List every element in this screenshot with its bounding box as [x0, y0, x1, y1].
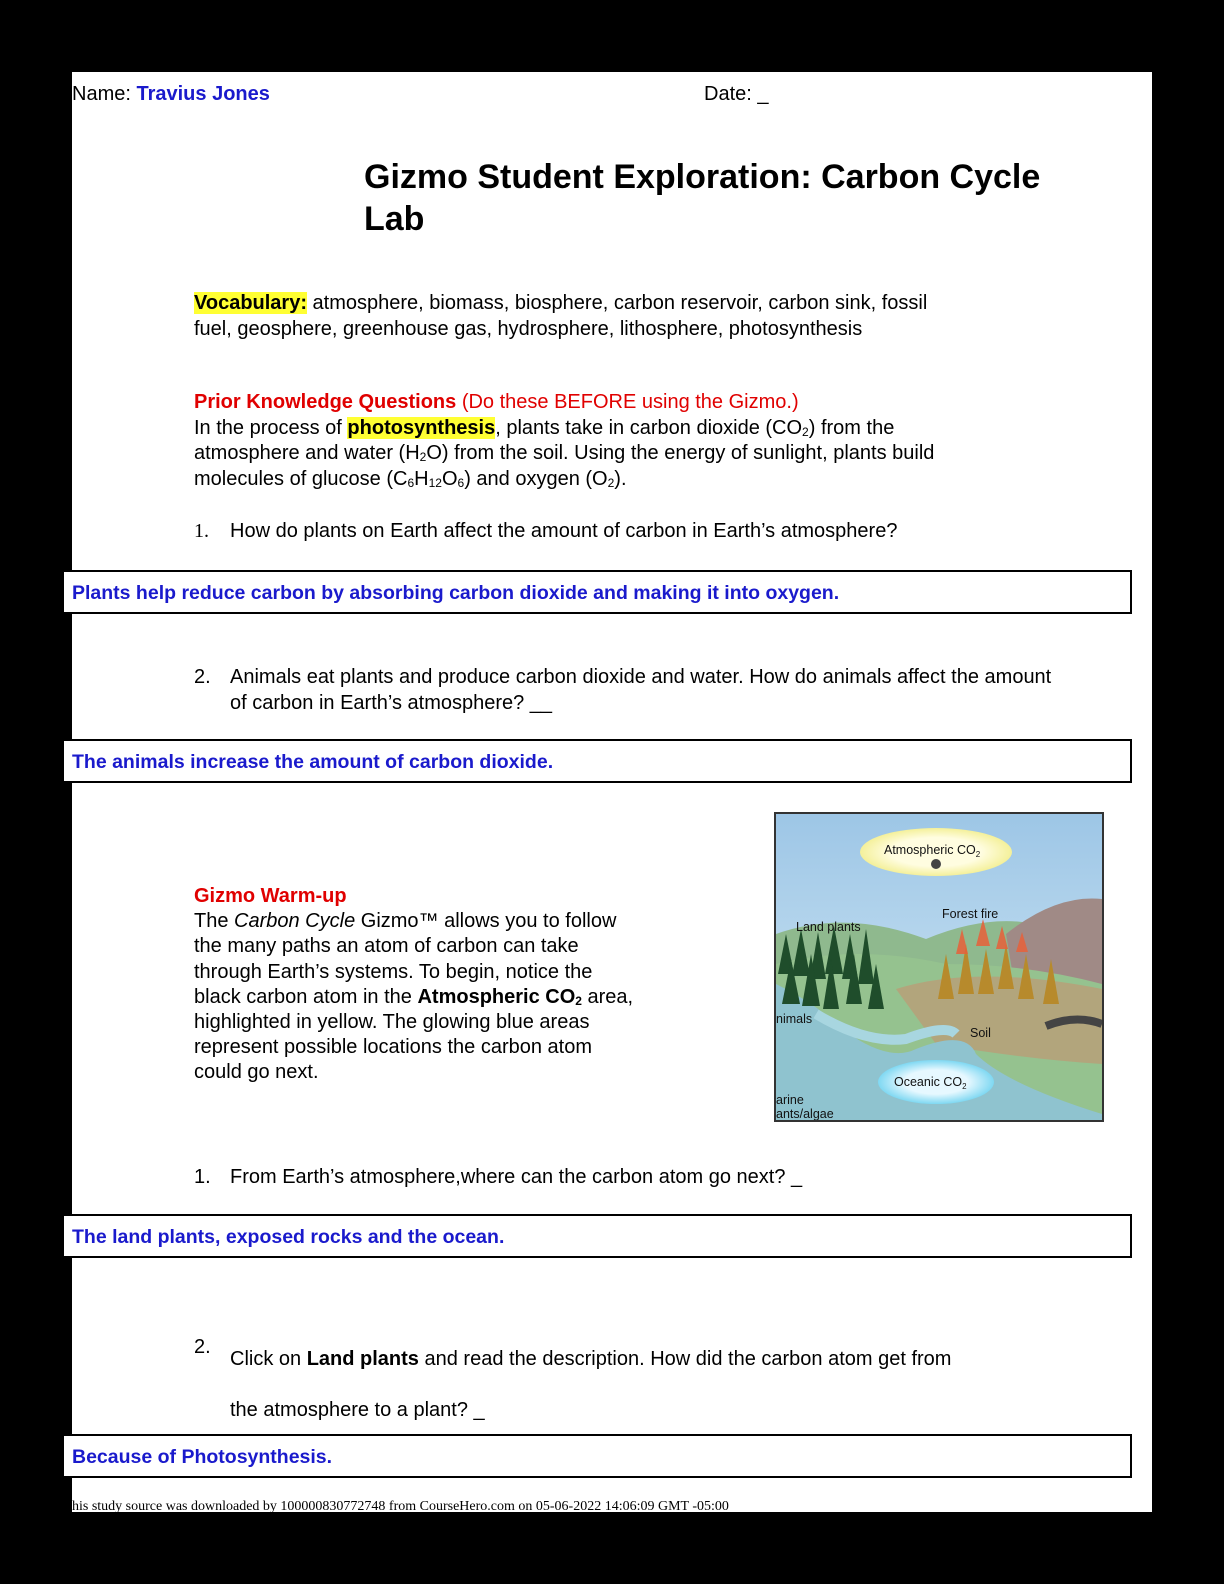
label-oceanic-co2: Oceanic $CO_2$ [894, 1075, 967, 1091]
prior-knowledge-p3: molecules of glucose $(C_6H_{12}O_6)$ and oxygen $(O_2)$. [194, 467, 627, 490]
vocabulary-section [194, 290, 927, 342]
answer-2-text: The animals increase the amount of carbon dioxide. [72, 751, 554, 773]
warmup-question-1-number: 1. [194, 1166, 211, 1188]
label-atmospheric-co2: Atmospheric $CO_2$ [884, 843, 981, 859]
land-plants-bold: Land plants [306, 1348, 419, 1370]
carbon-cycle-figure [774, 812, 1104, 1122]
name-label: Name: [72, 83, 137, 105]
document-page [72, 72, 1152, 1512]
label-forest-fire: Forest fire [942, 907, 999, 921]
student-name: Travius Jones [136, 83, 270, 105]
warmup-answer-2-box[interactable] [62, 1434, 1132, 1478]
page-title [364, 156, 1040, 240]
answer-2-box[interactable] [62, 739, 1132, 783]
warmup-question-1-text: From Earth’s atmosphere,where can the carbon atom go next? _ [230, 1166, 803, 1188]
vocabulary-list-2: fuel, geosphere, greenhouse gas, hydrosphere, lithosphere, photosynthesis [194, 318, 863, 340]
warmup-heading: Gizmo Warm-up [194, 885, 347, 907]
carbon-cycle-illustration [776, 814, 1102, 1120]
vocabulary-list-1: atmosphere, biomass, biosphere, carbon reservoir, carbon sink, fossil [307, 292, 928, 314]
name-line [72, 82, 270, 107]
prior-knowledge-subheading: (Do these BEFORE using the Gizmo.) [456, 391, 799, 413]
prior-knowledge-p1: In the process of photosynthesis, plants take in carbon dioxide $(CO_2)$ from the [194, 416, 895, 439]
answer-1-box[interactable] [62, 570, 1132, 614]
vocabulary-label: Vocabulary: [194, 292, 307, 314]
label-soil: Soil [970, 1026, 991, 1040]
question-1-number: 1. [194, 520, 209, 542]
warmup-answer-2-text: Because of Photosynthesis. [72, 1446, 333, 1468]
label-land-plants: Land plants [796, 920, 861, 934]
warmup-answer-1-text: The land plants, exposed rocks and the ocean. [72, 1226, 505, 1248]
question-2-number: 2. [194, 666, 211, 688]
label-animals: nimals [776, 1012, 813, 1026]
warmup-question-2-text: Click on Land plants and read the description. How did the carbon atom get from the atmosphere to a plant? _ [230, 1348, 952, 1421]
prior-knowledge-section [194, 390, 934, 492]
warmup-question-2-number: 2. [194, 1336, 211, 1358]
prior-knowledge-p2: atmosphere and water $(H_2O)$ from the soil. Using the energy of sunlight, plants build [194, 442, 935, 464]
download-footer: his study source was downloaded by 100000830772748 from CourseHero.com on 05-06-2022 14:06:09 GMT -05:00 [72, 1500, 729, 1512]
title-line-2: Lab [364, 200, 425, 238]
photosynthesis-highlight: photosynthesis [347, 416, 496, 439]
warmup-section: Gizmo Warm-up The Carbon Cycle Gizmo™ allows you to follow the many paths an atom of carbon can take through Earth’s systems. To begin, notice the black carbon atom in the Atmospheric $CO_2$ area, highlighted in yellow. The glowing blue areas represent possible locations the carbon atom could go next. [194, 885, 634, 1084]
warmup-answer-1-box[interactable] [62, 1214, 1132, 1258]
label-marine-2: ants/algae [776, 1107, 834, 1120]
prior-knowledge-heading: Prior Knowledge Questions [194, 391, 457, 413]
question-2-text: Animals eat plants and produce carbon dioxide and water. How do animals affect the amount of carbon in Earth’s atmosphere? __ [230, 666, 1052, 714]
label-marine: arine [776, 1093, 804, 1107]
answer-1-text: Plants help reduce carbon by absorbing carbon dioxide and making it into oxygen. [72, 582, 840, 604]
title-line-1: Gizmo Student Exploration: Carbon Cycle [364, 158, 1041, 196]
date-line: Date: _ [704, 83, 769, 105]
question-1-text: How do plants on Earth affect the amount of carbon in Earth’s atmosphere? [230, 520, 898, 542]
